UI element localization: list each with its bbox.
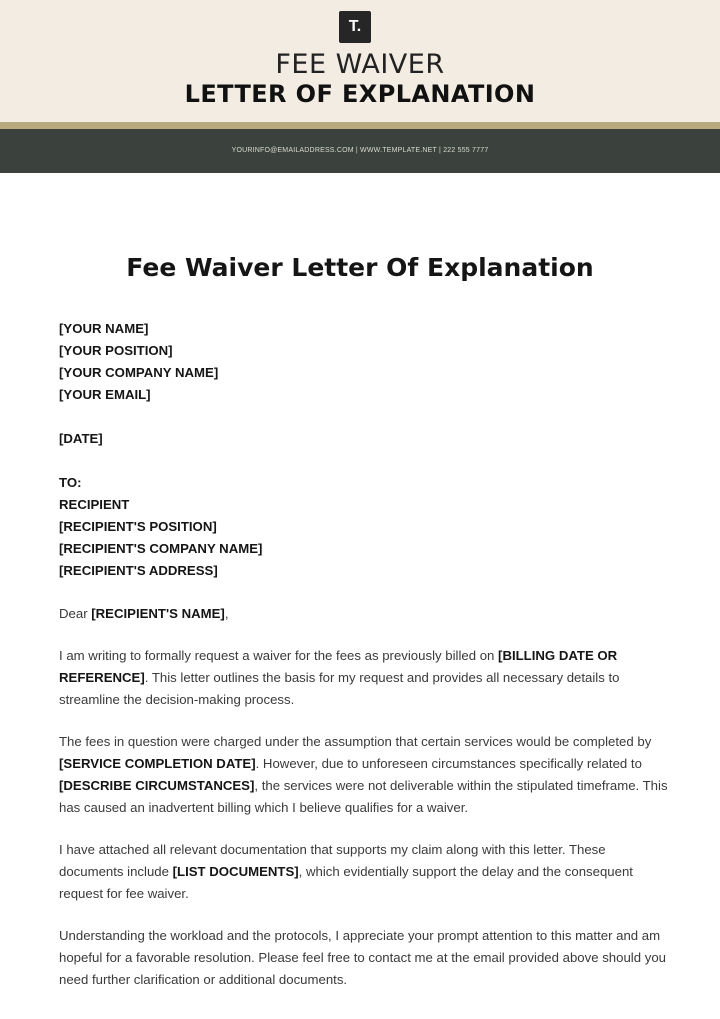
sender-company: [YOUR COMPANY NAME]	[59, 365, 219, 380]
sender-email: [YOUR EMAIL]	[59, 387, 151, 402]
recipient-to-label: TO:	[59, 475, 82, 490]
letterhead-title: FEE WAIVER	[275, 49, 445, 80]
template-logo: T.	[339, 11, 371, 43]
paragraph-closing: Understanding the workload and the protocols, I appreciate your prompt attention to this matter and am hopeful for a favorable resolution. Please feel free to contact me at the email provided above should you need further clarification or additional documents.	[59, 928, 666, 987]
letter-body	[59, 318, 669, 991]
sender-name: [YOUR NAME]	[59, 321, 149, 336]
document-title: Fee Waiver Letter Of Explanation	[126, 253, 594, 282]
letter-date: [DATE]	[59, 431, 103, 446]
salutation: Dear [RECIPIENT'S NAME],	[59, 606, 229, 621]
letterhead	[0, 0, 720, 122]
paragraph-request: I am writing to formally request a waiver for the fees as previously billed on [BILLING DATE OR REFERENCE]. This letter outlines the basis for my request and provides all necessary details to streamline the decision-making process.	[59, 648, 620, 707]
sender-position: [YOUR POSITION]	[59, 343, 173, 358]
paragraph-circumstances: The fees in question were charged under the assumption that certain services would be completed by [SERVICE COMPLETION DATE]. However, due to unforeseen circumstances specifically related to [DESCRIBE CIRCUMSTANCES], the services were not deliverable within the stipulated timeframe. This has caused an inadvertent billing which I believe qualifies for a waiver.	[59, 734, 668, 815]
accent-divider	[0, 122, 720, 129]
recipient-name: RECIPIENT	[59, 497, 130, 512]
letterhead-subtitle: LETTER OF EXPLANATION	[184, 80, 536, 108]
contact-bar: YOURINFO@EMAILADDRESS.COM | WWW.TEMPLATE.NET | 222 555 7777	[0, 129, 720, 173]
paragraph-documents: I have attached all relevant documentation that supports my claim along with this letter. These documents include [LIST DOCUMENTS], which evidentially support the delay and the consequent request for fee waiver.	[59, 842, 633, 901]
recipient-position: [RECIPIENT'S POSITION]	[59, 519, 217, 534]
recipient-address: [RECIPIENT'S ADDRESS]	[59, 563, 218, 578]
recipient-company: [RECIPIENT'S COMPANY NAME]	[59, 541, 263, 556]
